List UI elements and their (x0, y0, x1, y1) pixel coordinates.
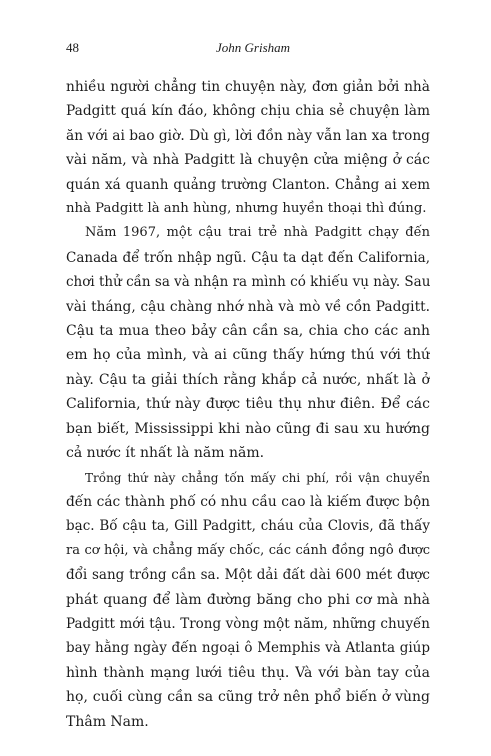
text-line: Padgitt quá kín đáo, không chịu chia sẻ chuyện làm (66, 103, 430, 120)
page-header (66, 40, 426, 56)
paragraph (66, 466, 430, 734)
text-line: Padgitt mới tậu. Trong vòng một năm, những chuyến (66, 615, 430, 632)
running-title: John Grisham (216, 40, 291, 55)
text-line: quán xá quanh quảng trường Clanton. Chẳng ai xem (66, 176, 430, 193)
text-line: ăn với ai bao giờ. Dù gì, lời đồn này vẫn lan xa trong (66, 127, 430, 144)
text-line: ra cơ hội, và chẳng mấy chốc, các cánh đồng ngô được (66, 542, 430, 558)
text-line: nhà Padgitt là anh hùng, nhưng huyền thoại thì đúng. (66, 201, 427, 217)
page-number: 48 (66, 40, 79, 55)
text-line: em họ của mình, và ai cũng thấy hứng thú với thứ (66, 347, 430, 364)
paragraph (66, 75, 430, 221)
text-line: bay hằng ngày đến ngoại ô Memphis và Atlanta giúp (66, 640, 430, 657)
body-text (66, 75, 430, 734)
paragraph (66, 221, 430, 465)
text-line: chơi thử cần sa và nhận ra mình có khiếu vụ này. Sau (66, 274, 430, 291)
text-line: nhiều người chẳng tin chuyện này, đơn giản bởi nhà (66, 79, 430, 95)
text-line: hình thành mạng lưới tiêu thụ. Và với bàn tay của (66, 664, 430, 681)
text-line: phát quang để làm đường băng cho phi cơ mà nhà (66, 591, 430, 608)
text-line: vài năm, và nhà Padgitt là chuyện cửa miệng ở các (66, 152, 430, 169)
text-line: Thâm Nam. (66, 713, 149, 730)
text-line: đến các thành phố có nhu cầu cao là kiếm được bộn (66, 493, 430, 510)
text-line: cả nước ít nhất là năm năm. (66, 445, 265, 462)
text-line: Năm 1967, một cậu trai trẻ nhà Padgitt chạy đến (85, 225, 430, 241)
text-line: Cậu ta mua theo bảy cân cần sa, chia cho các anh (66, 323, 430, 340)
text-line: họ, cuối cùng cần sa cũng trở nên phổ biến ở vùng (66, 689, 430, 706)
text-line: vài tháng, cậu chàng nhớ nhà và mò về cồn Padgitt. (66, 298, 430, 315)
text-line: bạc. Bố cậu ta, Gill Padgitt, cháu của Clovis, đã thấy (66, 518, 430, 535)
text-line: California, thứ này được tiêu thụ như điên. Để các (66, 396, 430, 413)
text-line: bạn biết, Mississippi khi nào cũng đi sau xu hướng (66, 420, 430, 437)
text-line: Trồng thứ này chẳng tốn mấy chi phí, rồi vận chuyển (85, 470, 430, 485)
text-line: này. Cậu ta giải thích rằng khắp cả nước, nhất là ở (66, 371, 430, 388)
text-line: Canada để trốn nhập ngũ. Cậu ta dạt đến California, (66, 249, 430, 266)
text-line: đổi sang trồng cần sa. Một dải đất dài 600 mét được (66, 567, 430, 584)
